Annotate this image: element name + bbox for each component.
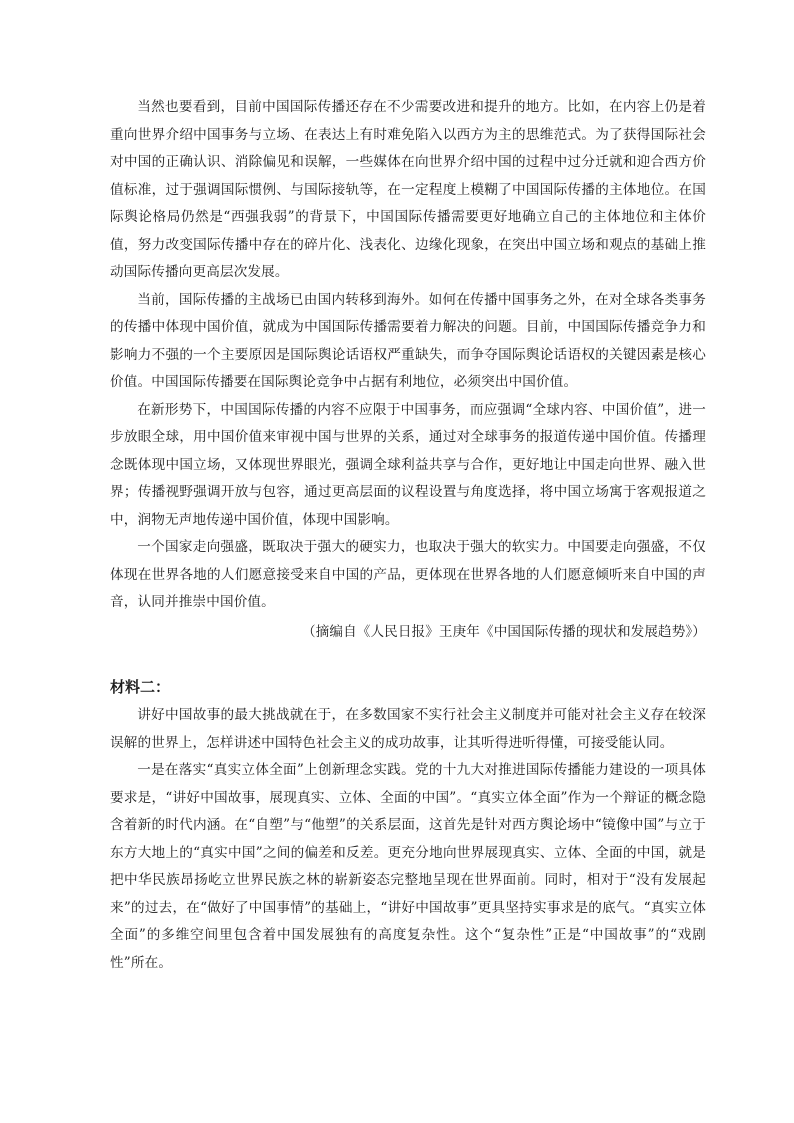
material1-source-citation: （摘编自《人民日报》王庚年《中国国际传播的现状和发展趋势》）: [301, 623, 706, 640]
material2-paragraph-1: 讲好中国故事的最大挑战就在于，在多数国家不实行社会主义制度并可能对社会主义存在较深误解的世界上，怎样讲述中国特色社会主义的成功故事，让其听得进听得懂，可接受能认同。: [110, 707, 706, 751]
material1-paragraph-1: 当然也要看到，目前中国国际传播还存在不少需要改进和提升的地方。比如，在内容上仍是着重向世界介绍中国事务与立场、在表达上有时难免陷入以西方为主的思维范式。为了获得国际社会对中国的正确认识、消除偏见和误解，一些媒体在向世界介绍中国的过程中过分迁就和迎合西方价值标准，过于强调国际惯例、与国际接轨等，在一定程度上模糊了中国国际传播的主体地位。在国际舆论格局仍然是“西强我弱”的背景下，中国国际传播需要更好地确立自己的主体地位和主体价值，努力改变国际传播中存在的碎片化、浅表化、边缘化现象，在突出中国立场和观点的基础上推动国际传播向更高层次发展。: [110, 99, 706, 280]
material1-paragraph-4: 一个国家走向强盛，既取决于强大的硬实力，也取决于强大的软实力。中国要走向强盛，不仅体现在世界各地的人们愿意接受来自中国的产品，更体现在世界各地的人们愿意倾听来自中国的声音，认同并推崇中国价值。: [110, 539, 706, 610]
material1-paragraph-3: 在新形势下，中国国际传播的内容不应限于中国事务，而应强调“全球内容、中国价值”，进一步放眼全球，用中国价值来审视中国与世界的关系，通过对全球事务的报道传递中国价值。传播理念既体现中国立场，又体现世界眼光，强调全球利益共享与合作，更好地让中国走向世界、融入世界；传播视野强调开放与包容，通过更高层面的议程设置与角度选择，将中国立场寓于客观报道之中，润物无声地传递中国价值，体现中国影响。: [110, 401, 706, 528]
material2-paragraph-2: 一是在落实“真实立体全面”上创新理念实践。党的十九大对推进国际传播能力建设的一项具体要求是，“讲好中国故事，展现真实、立体、全面的中国”。“真实立体全面”作为一个辩证的概念隐含着新的时代内涵。在“自塑”与“他塑”的关系层面，这首先是针对西方舆论场中“镜像中国”与立于东方大地上的“真实中国”之间的偏差和反差。更充分地向世界展现真实、立体、全面的中国，就是把中华民族昂扬屹立世界民族之林的崭新姿态完整地呈现在世界面前。同时，相对于“没有发展起来”的过去，在“做好了中国事情”的基础上，“讲好中国故事”更具坚持实事求是的底气。“真实立体全面”的多维空间里包含着中国发展独有的高度复杂性。这个“复杂性”正是“中国故事”的“戏剧性”所在。: [110, 762, 706, 971]
material2-heading: 材料二：: [110, 678, 171, 696]
document-body: [110, 94, 706, 977]
material1-paragraph-2: 当前，国际传播的主战场已由国内转移到海外。如何在传播中国事务之外，在对全球各类事务的传播中体现中国价值，就成为中国国际传播需要着力解决的问题。目前，中国国际传播竞争力和影响力不强的一个主要原因是国际舆论话语权严重缺失，而争夺国际舆论话语权的关键因素是核心价值。中国国际传播要在国际舆论竞争中占据有利地位，必须突出中国价值。: [110, 291, 706, 390]
